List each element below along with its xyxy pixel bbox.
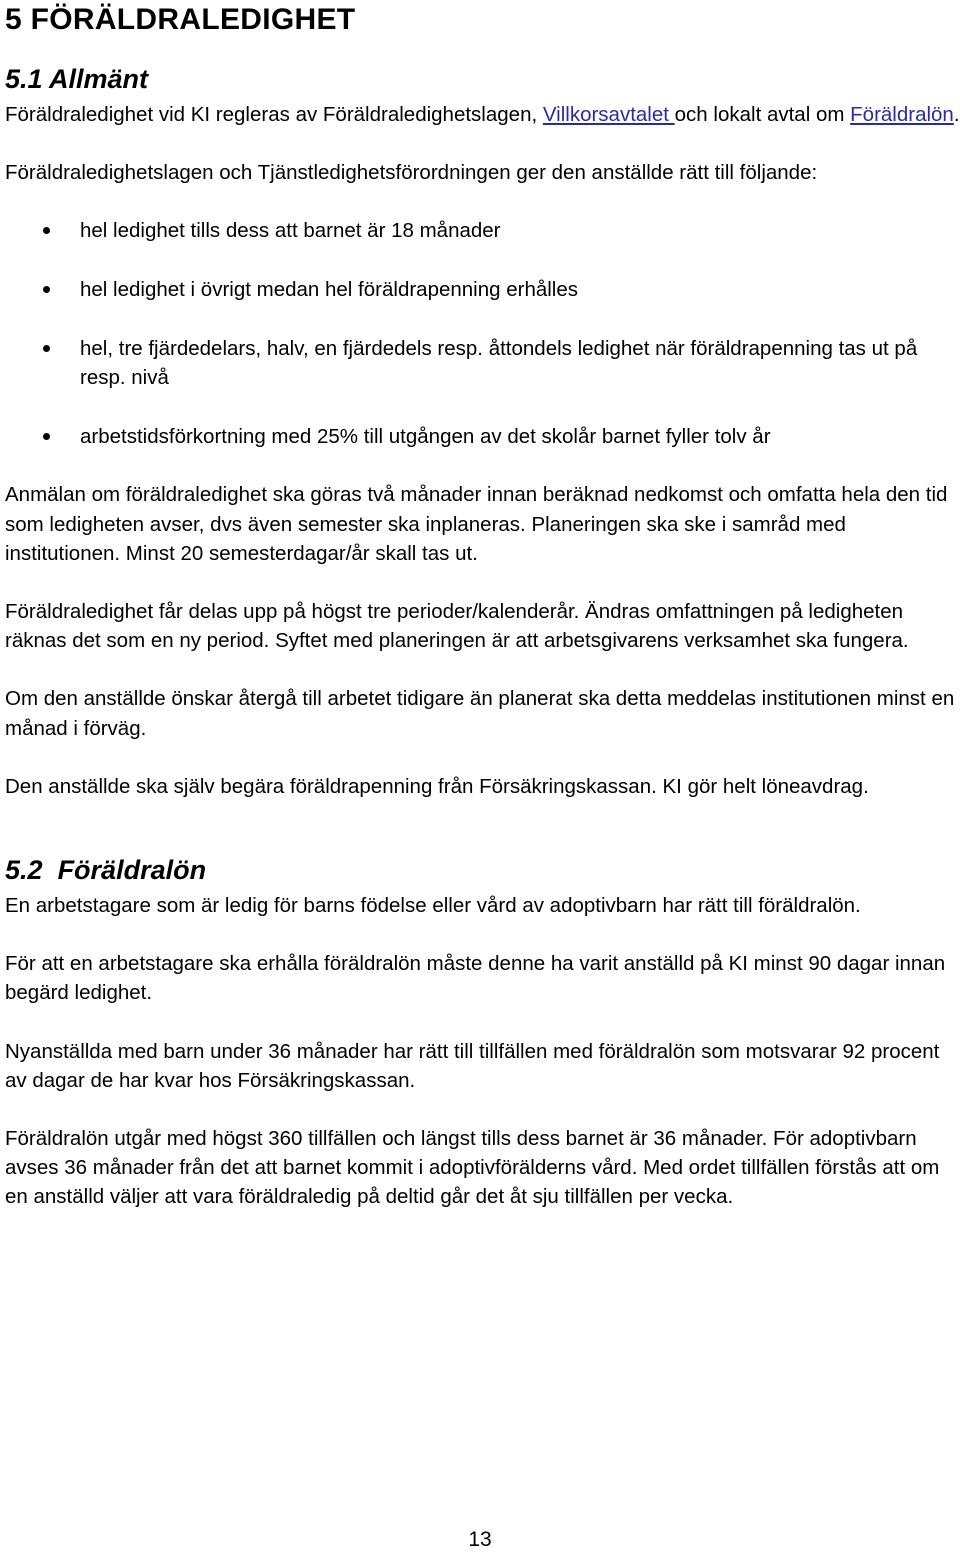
rights-paragraph: Föräldraledighetslagen och Tjänstledighetsförordningen ger den anställde rätt till följande: bbox=[5, 161, 818, 185]
bullet-icon bbox=[43, 227, 50, 234]
list-item bbox=[5, 334, 960, 392]
list-item bbox=[5, 216, 960, 245]
section-title: Föräldralön bbox=[57, 855, 207, 886]
villkorsavtalet-link[interactable]: Villkorsavtalet bbox=[542, 103, 675, 126]
bullet-icon bbox=[43, 345, 50, 352]
list-item-text: hel, tre fjärdedelars, halv, en fjärdedels resp. åttondels ledighet när föräldrapenning tas ut på resp. nivå bbox=[80, 336, 918, 390]
bullet-icon bbox=[43, 433, 50, 440]
intro-paragraph bbox=[5, 100, 960, 129]
list-item bbox=[5, 275, 960, 304]
list-item-text: hel ledighet i övrigt medan hel föräldrapenning erhålles bbox=[80, 277, 579, 301]
intro-text-1: Föräldraledighet vid KI regleras av Föräldraledighetslagen, bbox=[5, 103, 543, 126]
page-number: 13 bbox=[468, 1528, 492, 1551]
list-item-text: hel ledighet tills dess att barnet är 18 månader bbox=[80, 219, 501, 243]
atergang-paragraph: Om den anställde önskar återgå till arbetet tidigare än planerat ska detta meddelas institutionen minst en månad i förväg. bbox=[5, 687, 955, 740]
chapter-heading: 5 FÖRÄLDRALEDIGHET bbox=[5, 3, 356, 36]
intro-text-2: och lokalt avtal om bbox=[674, 103, 851, 126]
anmalan-paragraph: Anmälan om föräldraledighet ska göras två månader innan beräknad nedkomst och omfatta hela den tid som ledigheten avser, dvs även semester ska inplaneras. Planeringen ska ske i samråd med institutionen. Minst 20 semesterdagar/år skall tas ut. bbox=[5, 483, 948, 565]
section-heading-allmant: 5.1 Allmänt bbox=[5, 64, 149, 94]
list-item bbox=[5, 422, 960, 451]
bullet-icon bbox=[43, 286, 50, 293]
perioder-paragraph: Föräldraledighet får delas upp på högst tre perioder/kalenderår. Ändras omfattningen på ledigheten räknas det som en ny period. Syftet med planeringen är att arbetsgivarens verksamhet ska fungera. bbox=[5, 600, 909, 653]
foraldralon-link[interactable]: Föräldralön bbox=[850, 103, 954, 126]
foraldralon-paragraph-2: För att en arbetstagare ska erhålla föräldralön måste denne ha varit anställd på KI minst 90 dagar innan begärd ledighet. bbox=[5, 952, 946, 1005]
section-number: 5.2 bbox=[5, 855, 43, 886]
rights-list bbox=[5, 216, 960, 451]
section-heading-foraldralon bbox=[5, 853, 960, 887]
document-page bbox=[5, 0, 960, 1212]
foraldralon-paragraph-3: Nyanställda med barn under 36 månader har rätt till tillfällen med föräldralön som motsvarar 92 procent av dagar de har kvar hos Försäkringskassan. bbox=[5, 1039, 940, 1092]
list-item-text: arbetstidsförkortning med 25% till utgången av det skolår barnet fyller tolv år bbox=[80, 425, 771, 449]
foraldralon-paragraph-4: Föräldralön utgår med högst 360 tillfällen och längst tills dess barnet är 36 månader. För adoptivbarn avses 36 månader från det att barnet kommit i adoptivförälderns vård. Med ordet tillfällen förstås att om en anställd väljer att vara föräldraledig på deltid går det åt sju tillfällen per vecka. bbox=[5, 1127, 940, 1209]
intro-text-3: . bbox=[953, 103, 960, 126]
foraldralon-paragraph-1: En arbetstagare som är ledig för barns födelse eller vård av adoptivbarn har rätt till föräldralön. bbox=[5, 894, 861, 918]
foraldrapenning-paragraph: Den anställde ska själv begära föräldrapenning från Försäkringskassan. KI gör helt löneavdrag. bbox=[5, 774, 869, 798]
